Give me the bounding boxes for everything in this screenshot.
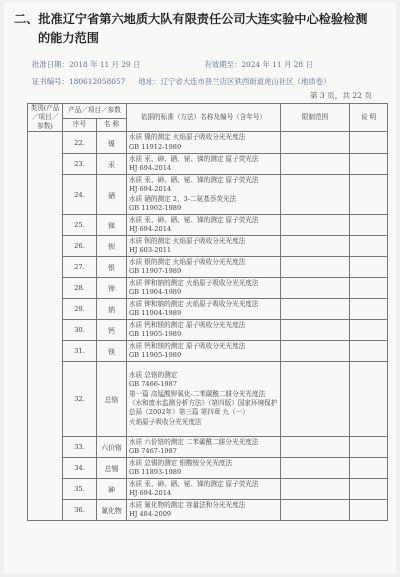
note-cell	[350, 175, 388, 215]
valid-until: 有效期至：2024 年 11 月 28 日	[204, 60, 313, 69]
item-name: 六价铬	[97, 437, 127, 458]
limit-cell	[281, 479, 350, 500]
note-cell	[350, 299, 388, 320]
method-line: 水质 六价铬的测定 二苯碳酰二肼分光光度法	[129, 437, 259, 446]
item-name: 钾	[97, 278, 127, 299]
method-line: 第一篇 高锰酸钾氧化-二苯碳酰二肼分光光度法	[129, 389, 266, 398]
row-number: 36.	[63, 500, 97, 521]
method-line: 水质 总锡的测定 钼酸铵分光光度法	[129, 458, 233, 467]
header-name: 名 称	[97, 118, 127, 131]
note-cell	[350, 479, 388, 500]
note-cell	[350, 257, 388, 278]
method-line: 火焰原子吸收分光光度法	[129, 417, 202, 426]
method-line: 水质 硒的测定 2，3-二氨基萘荧光法	[129, 194, 237, 203]
note-cell	[350, 132, 388, 154]
item-name: 总锡	[97, 458, 127, 479]
method-line: GB 11907-1989	[129, 267, 182, 275]
method-line: GB 11904-1989	[129, 288, 182, 296]
method-line: 《水和废水监测分析方法》（第四版）国家环境保护总局（2002年）第三篇 第四章 九（一）	[129, 399, 278, 417]
method-cell	[127, 437, 281, 458]
method-line: 水质 钙和镁的测定 原子吸收分光光度法	[129, 341, 246, 350]
limit-cell	[281, 458, 350, 479]
method-line: GB 7466-1987	[129, 380, 177, 389]
title-line-2: 的能力范围	[38, 31, 99, 45]
header-limit: 限制范围	[281, 104, 350, 132]
limit-cell	[281, 278, 350, 299]
method-line: GB 7467-1987	[129, 447, 177, 455]
note-cell	[350, 437, 388, 458]
address: 地址：辽宁省大连市普兰店区铁西街道虎山社区（地质卷）	[138, 77, 331, 86]
method-line: HJ 694-2014	[129, 185, 172, 194]
method-cell	[127, 278, 281, 299]
method-line: GB 11893-1989	[129, 468, 182, 476]
limit-cell	[281, 500, 350, 521]
note-cell	[350, 215, 388, 236]
table-row	[28, 458, 388, 479]
method-line: HJ 694-2014	[129, 164, 172, 172]
method-line: 水质 银的测定 火焰原子吸收分光光度法	[129, 257, 246, 266]
limit-cell	[281, 154, 350, 175]
method-line: 水质 汞、砷、硒、铋、锑的测定 原子荧光法	[129, 154, 259, 163]
row-number: 31.	[63, 341, 97, 362]
table-row	[28, 278, 388, 299]
table-row	[28, 236, 388, 257]
method-cell	[127, 362, 281, 437]
item-name: 氰化物	[97, 500, 127, 521]
table-body	[28, 132, 388, 521]
header-category: 类别(产品／项目／参数)	[28, 104, 63, 132]
method-cell	[127, 320, 281, 341]
method-cell	[127, 236, 281, 257]
method-cell	[127, 257, 281, 278]
limit-cell	[281, 236, 350, 257]
limit-cell	[281, 320, 350, 341]
page-number: 第 3 页，共 22 页	[309, 91, 372, 100]
method-line: 水质 钡的测定 火焰原子吸收分光光度法	[129, 236, 246, 245]
header-method: 依据的标准（方法）名称及编号（含年号）	[127, 104, 281, 132]
note-cell	[350, 341, 388, 362]
item-name: 汞	[97, 154, 127, 175]
table-row	[28, 320, 388, 341]
header-note: 说 明	[350, 104, 388, 132]
row-number: 23.	[63, 154, 97, 175]
item-name: 硒	[97, 175, 127, 215]
row-number: 22.	[63, 132, 97, 154]
document-title	[14, 10, 384, 48]
note-cell	[350, 278, 388, 299]
limit-cell	[281, 362, 350, 437]
method-cell	[127, 132, 281, 154]
cert-address-line	[32, 76, 331, 87]
item-name: 钡	[97, 236, 127, 257]
table-row	[28, 500, 388, 521]
method-line: GB 11902-1989	[129, 203, 182, 212]
method-cell	[127, 458, 281, 479]
note-cell	[350, 458, 388, 479]
method-cell	[127, 500, 281, 521]
limit-cell	[281, 257, 350, 278]
limit-cell	[281, 132, 350, 154]
dates-line	[32, 59, 313, 70]
item-name: 银	[97, 257, 127, 278]
document-page	[4, 2, 396, 573]
row-number: 28.	[63, 278, 97, 299]
table-row	[28, 154, 388, 175]
limit-cell	[281, 437, 350, 458]
method-line: HJ 603-2011	[129, 246, 172, 254]
method-cell	[127, 175, 281, 215]
method-line: HJ 694-2014	[129, 489, 172, 497]
row-number: 34.	[63, 458, 97, 479]
item-name: 砷	[97, 479, 127, 500]
method-line: 水质 汞、砷、硒、铋、锑的测定 原子荧光法	[129, 479, 259, 488]
method-cell	[127, 479, 281, 500]
item-name: 钙	[97, 320, 127, 341]
table-row	[28, 299, 388, 320]
row-number: 24.	[63, 175, 97, 215]
approval-date: 批准日期：2018 年 11 月 29 日	[32, 60, 141, 69]
method-line: 水质 钾和钠的测定 火焰原子吸收分光光度法	[129, 278, 259, 287]
table-row	[28, 479, 388, 500]
method-line: 水质 钾和钠的测定 火焰原子吸收分光光度法	[129, 299, 259, 308]
method-line: GB 11905-1989	[129, 351, 182, 359]
method-line: 水质 汞、砷、硒、铋、锑的测定 原子荧光法	[129, 175, 259, 184]
header-product-item: 产品／项目／参数	[63, 104, 127, 119]
row-number: 30.	[63, 320, 97, 341]
method-cell	[127, 154, 281, 175]
category-cell	[28, 132, 63, 521]
row-number: 35.	[63, 479, 97, 500]
method-line: GB 11904-1989	[129, 309, 182, 317]
row-number: 33.	[63, 437, 97, 458]
table-row	[28, 437, 388, 458]
row-number: 32.	[63, 362, 97, 437]
note-cell	[350, 154, 388, 175]
title-line-1: 二、批准辽宁省第六地质大队有限责任公司大连实验中心检验检测	[14, 12, 368, 26]
method-line: GB 11912-1989	[129, 142, 182, 151]
table-row	[28, 175, 388, 215]
limit-cell	[281, 215, 350, 236]
item-name: 镁	[97, 341, 127, 362]
row-number: 26.	[63, 236, 97, 257]
item-name: 总铬	[97, 362, 127, 437]
certificate-number: 证书编号：180612058057	[32, 77, 126, 86]
method-line: 水质 氰化物的测定 容量法和分光光度法	[129, 500, 246, 509]
method-line: 水质 镍的测定 火焰原子吸收分光光度法	[129, 133, 246, 142]
method-cell	[127, 215, 281, 236]
method-line: GB 11905-1989	[129, 330, 182, 338]
item-name: 锑	[97, 215, 127, 236]
note-cell	[350, 500, 388, 521]
table-row	[28, 132, 388, 154]
method-line: 水质 钙和镁的测定 原子吸收分光光度法	[129, 320, 246, 329]
limit-cell	[281, 299, 350, 320]
method-cell	[127, 341, 281, 362]
method-line: HJ 694-2014	[129, 225, 172, 233]
capability-table	[27, 103, 388, 521]
table-row	[28, 341, 388, 362]
table-row	[28, 362, 388, 437]
note-cell	[350, 362, 388, 437]
row-number: 29.	[63, 299, 97, 320]
method-cell	[127, 299, 281, 320]
method-line: 水质 总铬的测定	[129, 370, 178, 379]
limit-cell	[281, 175, 350, 215]
item-name: 镍	[97, 132, 127, 154]
table-row	[28, 257, 388, 278]
limit-cell	[281, 341, 350, 362]
row-number: 27.	[63, 257, 97, 278]
row-number: 25.	[63, 215, 97, 236]
method-line: 水质 汞、砷、硒、铋、锑的测定 原子荧光法	[129, 215, 259, 224]
table-row	[28, 215, 388, 236]
note-cell	[350, 236, 388, 257]
method-line: HJ 484-2009	[129, 510, 172, 518]
item-name: 钠	[97, 299, 127, 320]
header-seq: 序号	[63, 118, 97, 131]
note-cell	[350, 320, 388, 341]
